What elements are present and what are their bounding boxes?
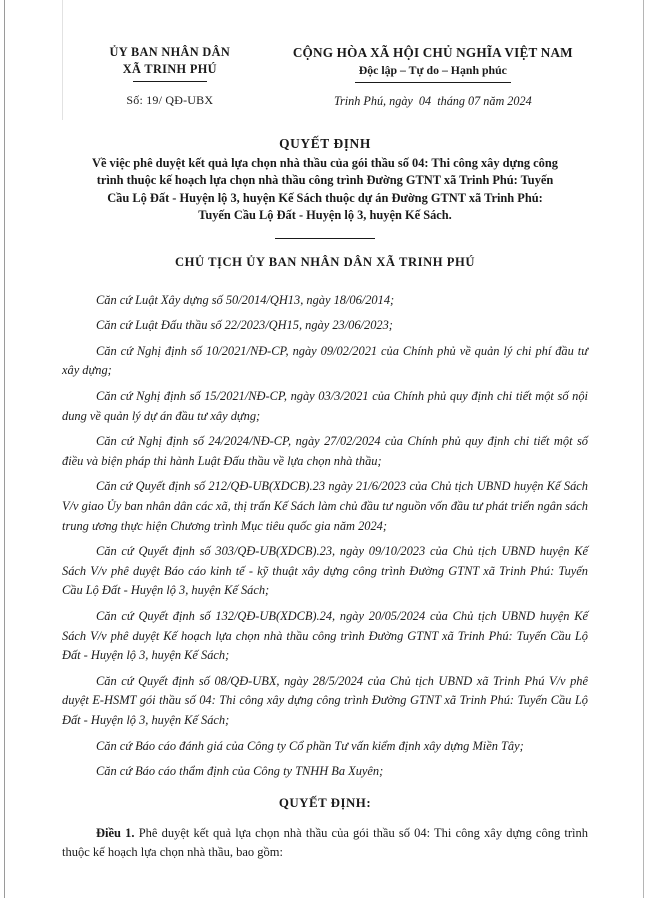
scan-edge-left	[4, 0, 5, 898]
issuing-organization-line1: ỦY BAN NHÂN DÂN	[109, 45, 231, 59]
basis-paragraph: Căn cứ Luật Đấu thầu số 22/2023/QH15, ngày 23/06/2023;	[96, 318, 393, 333]
national-title: CỘNG HÒA XÃ HỘI CHỦ NGHĨA VIỆT NAM	[292, 45, 573, 60]
article-1-label: Điều 1.	[96, 825, 135, 840]
article-1	[62, 824, 588, 864]
decision-subject: Về việc phê duyệt kết quả lựa chọn nhà thầu của gói thầu số 04: Thi công xây dựng công trình thuộc kế hoạch lựa chọn nhà thầu công trình Đường GTNT xã Trinh Phú: Tuyến Cầu Lộ Đất - Huyện lộ 3, huyện Kế Sách thuộc dự án Đường GTNT xã Trinh Phú: Tuyến Cầu Lộ Đất - Huyện lộ 3, huyện Kế Sách.	[92, 156, 558, 223]
title-block	[62, 136, 588, 270]
basis-paragraph: Căn cứ Nghị định số 10/2021/NĐ-CP, ngày 09/02/2021 của Chính phủ về quản lý chi phí đầu tư xây dựng;	[62, 343, 588, 378]
decides-heading: QUYẾT ĐỊNH:	[278, 795, 372, 810]
national-motto: Độc lập – Tự do – Hạnh phúc	[358, 63, 507, 77]
scan-edge-right	[643, 0, 644, 898]
masthead	[62, 0, 588, 109]
basis-paragraph: Căn cứ Nghị định số 24/2024/NĐ-CP, ngày 27/02/2024 của Chính phủ quy định chi tiết một số điều và biện pháp thi hành Luật Đấu thầu về lựa chọn nhà thầu;	[62, 434, 588, 468]
basis-paragraph: Căn cứ Quyết định số 132/QĐ-UB(XDCB).24, ngày 20/05/2024 của Chủ tịch UBND huyện Kế Sách V/v phê duyệt Kế hoạch lựa chọn nhà thầu công trình Đường GTNT xã Trinh Phú: Tuyến Cầu Lộ Đất - Huyện lộ 3, huyện Kế Sách;	[62, 608, 588, 663]
masthead-left-divider	[133, 81, 207, 82]
document-content	[62, 0, 588, 863]
issuing-organization-line2: XÃ TRINH PHÚ	[122, 61, 217, 76]
title-divider	[275, 238, 375, 239]
basis-paragraph-list	[62, 291, 588, 782]
basis-paragraph: Căn cứ Nghị định số 15/2021/NĐ-CP, ngày 03/3/2021 của Chính phủ quy định chi tiết một số nội dung về quản lý dự án đầu tư xây dựng;	[62, 389, 588, 423]
basis-paragraph: Căn cứ Luật Xây dựng số 50/2014/QH13, ngày 18/06/2014;	[96, 292, 395, 307]
basis-paragraph: Căn cứ Quyết định số 08/QĐ-UBX, ngày 28/5/2024 của Chủ tịch UBND xã Trinh Phú V/v phê duyệt E-HSMT gói thầu số 04: Thi công xây dựng công trình Đường GTNT xã Trinh Phú: Tuyến Cầu Lộ Đất - Huyện lộ 3, huyện Kế Sách;	[62, 673, 588, 727]
masthead-right-block	[278, 44, 588, 109]
basis-paragraph: Căn cứ Báo cáo thẩm định của Công ty TNHH Ba Xuyên;	[96, 764, 384, 779]
masthead-right-divider	[355, 82, 511, 83]
basis-paragraph: Căn cứ Báo cáo đánh giá của Công ty Cổ phần Tư vấn kiểm định xây dựng Miền Tây;	[96, 738, 524, 753]
masthead-left-block	[62, 44, 278, 109]
issuing-authority: CHỦ TỊCH ỦY BAN NHÂN DÂN XÃ TRINH PHÚ	[175, 254, 475, 269]
document-number: Số: 19/ QĐ-UBX	[126, 93, 214, 107]
decision-heading: QUYẾT ĐỊNH	[279, 136, 371, 151]
document-body	[62, 291, 588, 864]
basis-paragraph: Căn cứ Quyết định số 303/QĐ-UB(XDCB).23, ngày 09/10/2023 của Chủ tịch UBND huyện Kế Sách V/v phê duyệt Báo cáo kinh tế - kỹ thuật xây dựng công trình Đường GTNT xã Trinh Phú: Tuyến Cầu Lộ Đất - Huyện lộ 3, huyện Kế Sách;	[62, 544, 588, 598]
basis-paragraph: Căn cứ Quyết định số 212/QĐ-UB(XDCB).23 ngày 21/6/2023 của Chủ tịch UBND huyện Kế Sách V/v giao Ủy ban nhân dân các xã, thị trấn Kế Sách làm chủ đầu tư nguồn vốn đầu tư phát triển ngân sách trung ương thực hiện Chương trình Mục tiêu quốc gia năm 2024;	[62, 479, 588, 533]
article-1-text: Phê duyệt kết quả lựa chọn nhà thầu của gói thầu số 04: Thi công xây dựng công trình thuộc kế hoạch lựa chọn nhà thầu, bao gồm:	[62, 825, 589, 860]
place-and-date: Trinh Phú, ngày 04 tháng 07 năm 2024	[333, 94, 532, 108]
